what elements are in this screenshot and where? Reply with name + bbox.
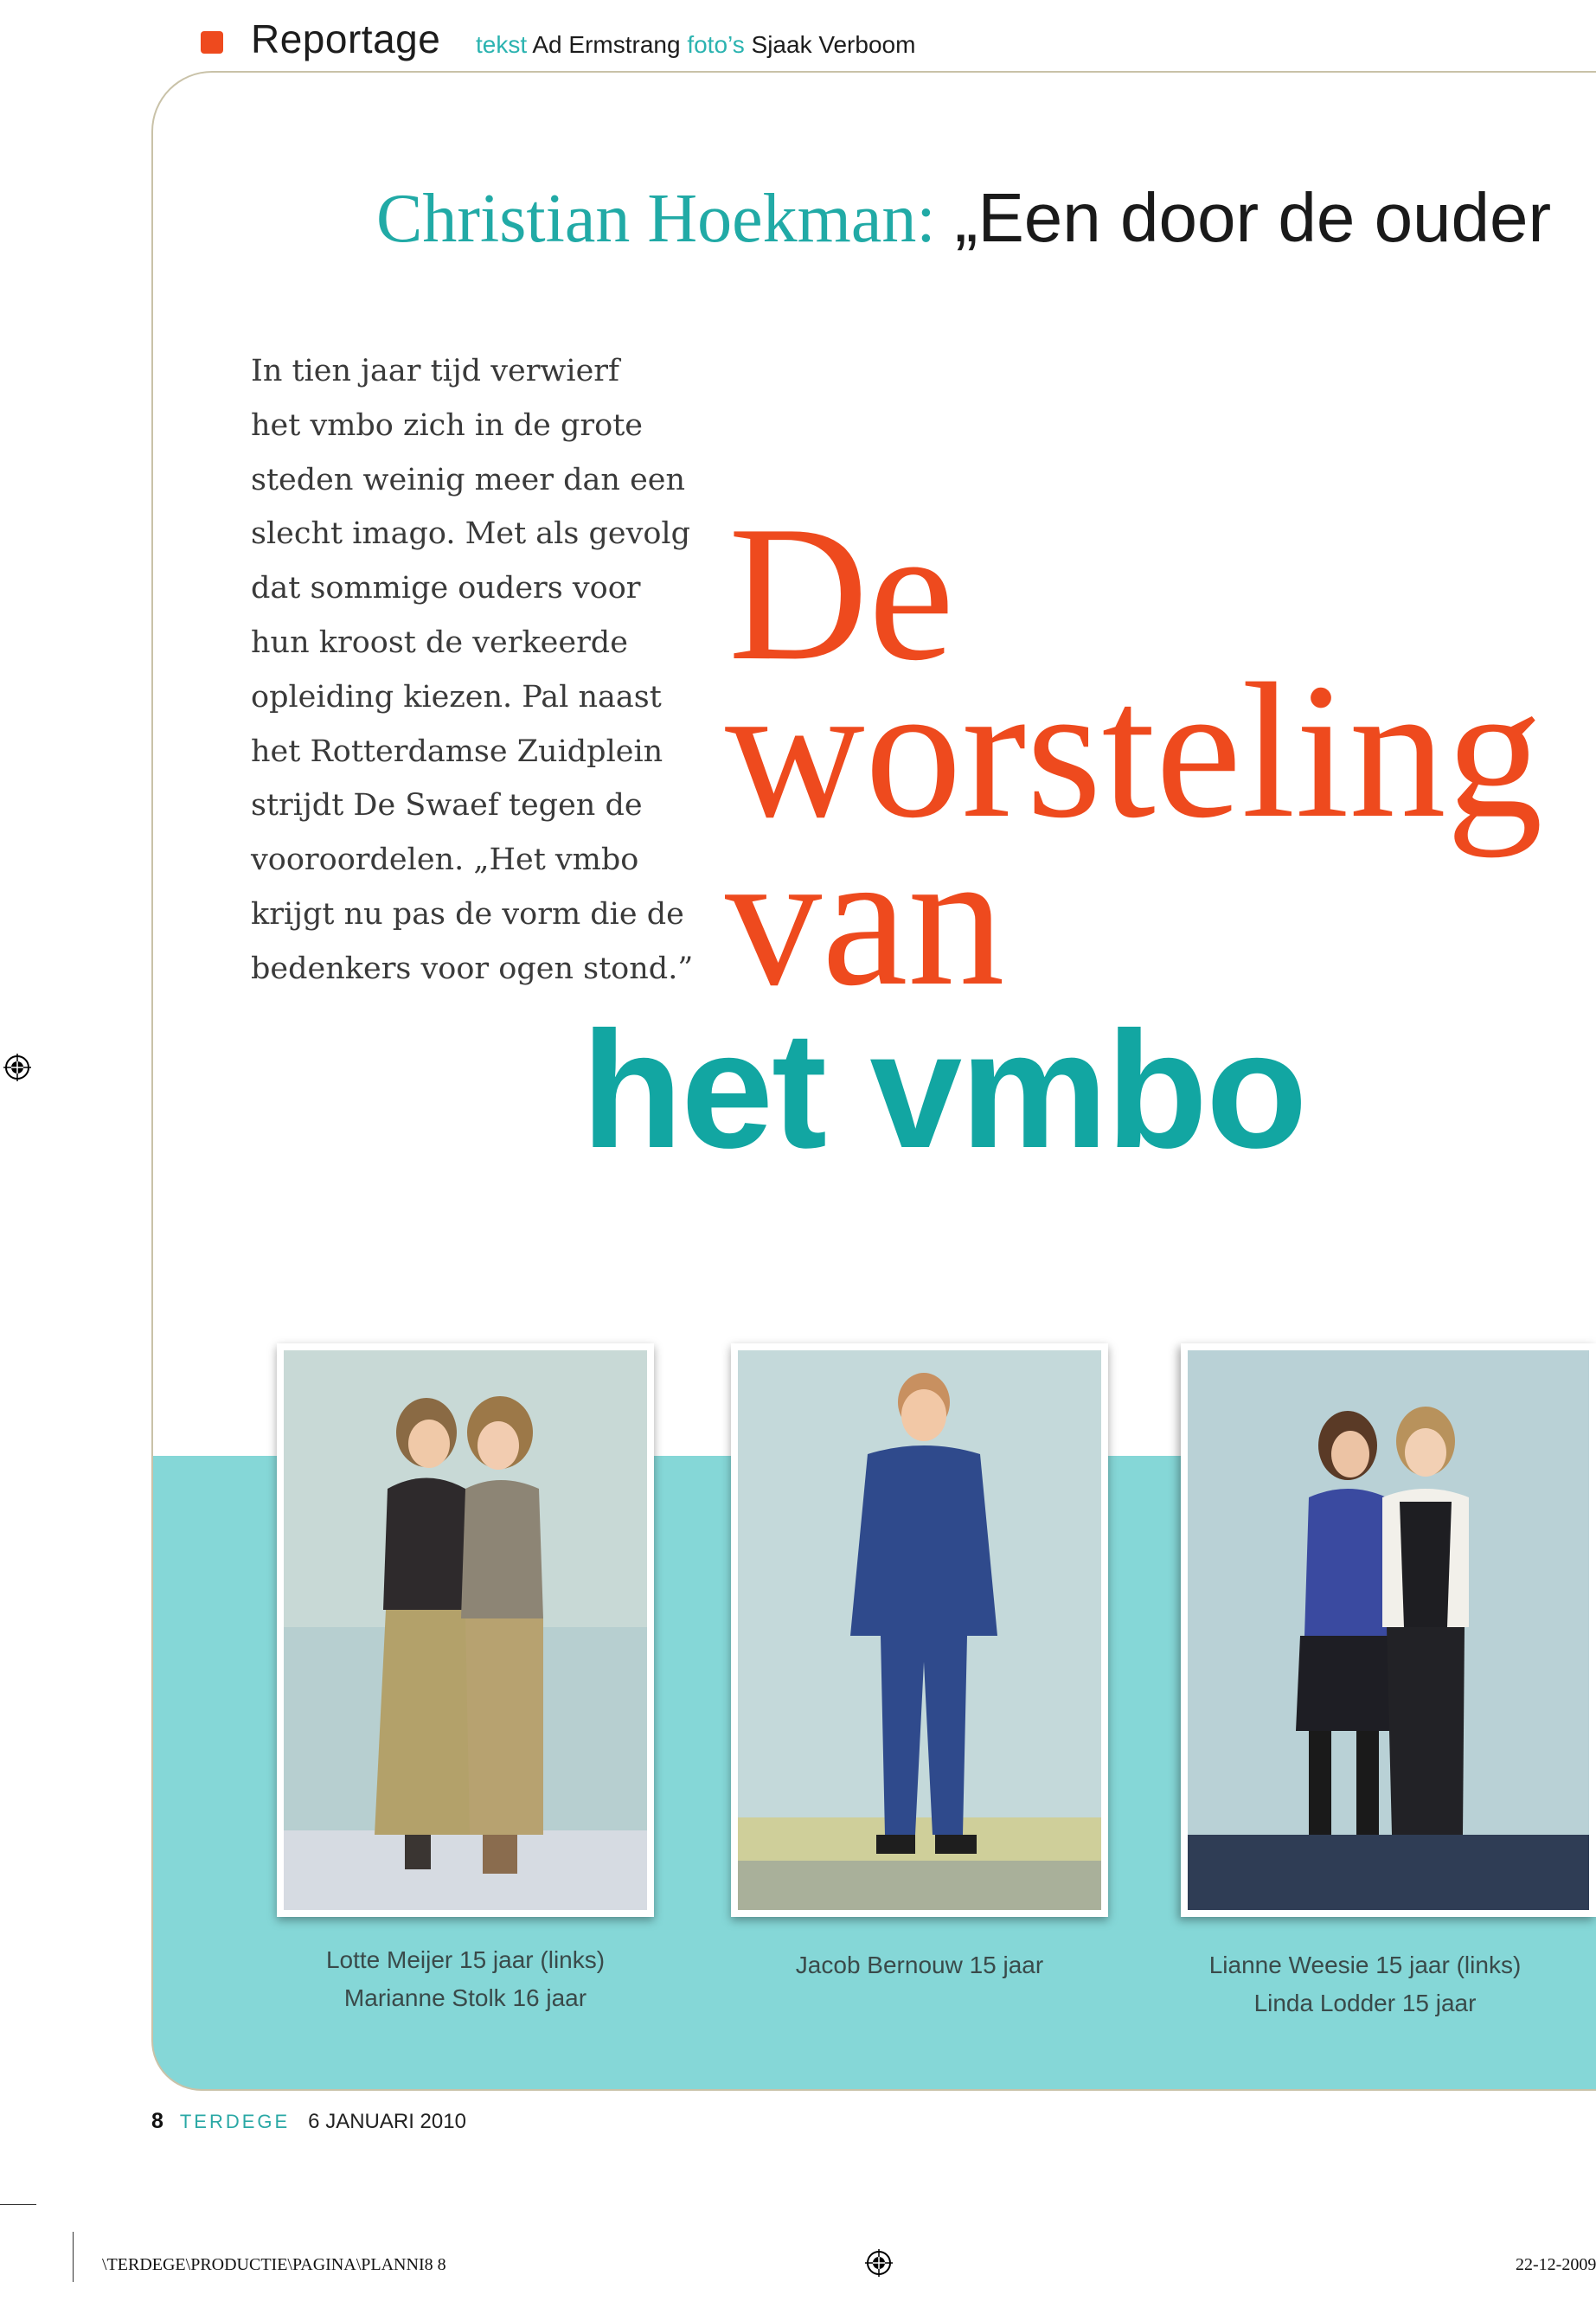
intro-line: het vmbo zich in de grote <box>251 407 644 443</box>
subtitle-quote: „Een door de ouder <box>954 179 1552 256</box>
slug-date: 22-12-2009 <box>1516 2255 1596 2274</box>
photo-girls-image <box>284 1350 647 1910</box>
intro-line: krijgt nu pas de vorm die de <box>251 896 684 932</box>
intro-line: hun kroost de verkeerde <box>251 625 628 660</box>
intro-line: In tien jaar tijd verwierf <box>251 354 619 388</box>
photo-label: foto’s <box>687 31 745 58</box>
intro-line: strijdt De Swaef tegen de <box>251 788 643 824</box>
headline-line-3: van <box>725 811 1005 1026</box>
intro-line: bedenkers voor ogen stond.” <box>251 951 694 986</box>
section-marker <box>201 31 223 54</box>
page-number: 8 <box>151 2109 163 2133</box>
trim-mark <box>73 2232 74 2282</box>
caption-line: Linda Lodder 15 jaar <box>1253 1990 1477 2016</box>
section-title: Reportage <box>251 16 441 61</box>
intro-line: steden weinig meer dan een <box>251 462 686 497</box>
photo-lianne-linda <box>1181 1343 1596 1917</box>
intro-line: opleiding kiezen. Pal naast <box>251 679 662 715</box>
subtitle-name: Christian Hoekman: <box>376 181 936 257</box>
photo-caption <box>277 1941 654 2017</box>
caption-line: Jacob Bernouw 15 jaar <box>795 1952 1044 1978</box>
registration-mark-icon <box>865 2249 893 2277</box>
text-label: tekst <box>476 31 528 58</box>
page-folio <box>151 2109 466 2134</box>
photographer: Sjaak Verboom <box>751 31 916 58</box>
magazine-name: TERDEGE <box>179 2111 291 2132</box>
photo-lotte-marianne <box>277 1343 654 1917</box>
subtitle <box>376 178 1551 259</box>
photo-caption <box>731 1946 1108 1984</box>
slug-file-path: \TERDEGE\PRODUCTIE\PAGINA\PLANNI8 8 <box>102 2255 446 2274</box>
photo-caption <box>1176 1946 1554 2022</box>
author: Ad Ermstrang <box>532 31 681 58</box>
intro-paragraph <box>251 344 701 997</box>
photo-jacob <box>731 1343 1108 1917</box>
intro-line: slecht imago. Met als gevolg <box>251 516 691 552</box>
caption-line: Lianne Weesie 15 jaar (links) <box>1208 1952 1522 1978</box>
trim-mark <box>0 2204 36 2205</box>
caption-line: Lotte Meijer 15 jaar (links) <box>325 1946 606 1973</box>
issue-date: 6 JANUARI 2010 <box>308 2110 466 2133</box>
photo-girls-image-2 <box>1188 1350 1589 1910</box>
intro-line: dat sommige ouders voor <box>251 571 641 606</box>
intro-line: vooroordelen. „Het vmbo <box>251 843 639 878</box>
photo-boy-image <box>738 1350 1101 1910</box>
headline-line-4: het vmbo <box>581 997 1306 1183</box>
intro-line: het Rotterdamse Zuidplein <box>251 734 663 769</box>
registration-mark-icon <box>3 1054 31 1081</box>
credits <box>476 31 915 59</box>
caption-line: Marianne Stolk 16 jaar <box>343 1984 587 2011</box>
headline-line-2: worsteling <box>725 644 1543 858</box>
headline-line-1: De <box>728 486 955 701</box>
